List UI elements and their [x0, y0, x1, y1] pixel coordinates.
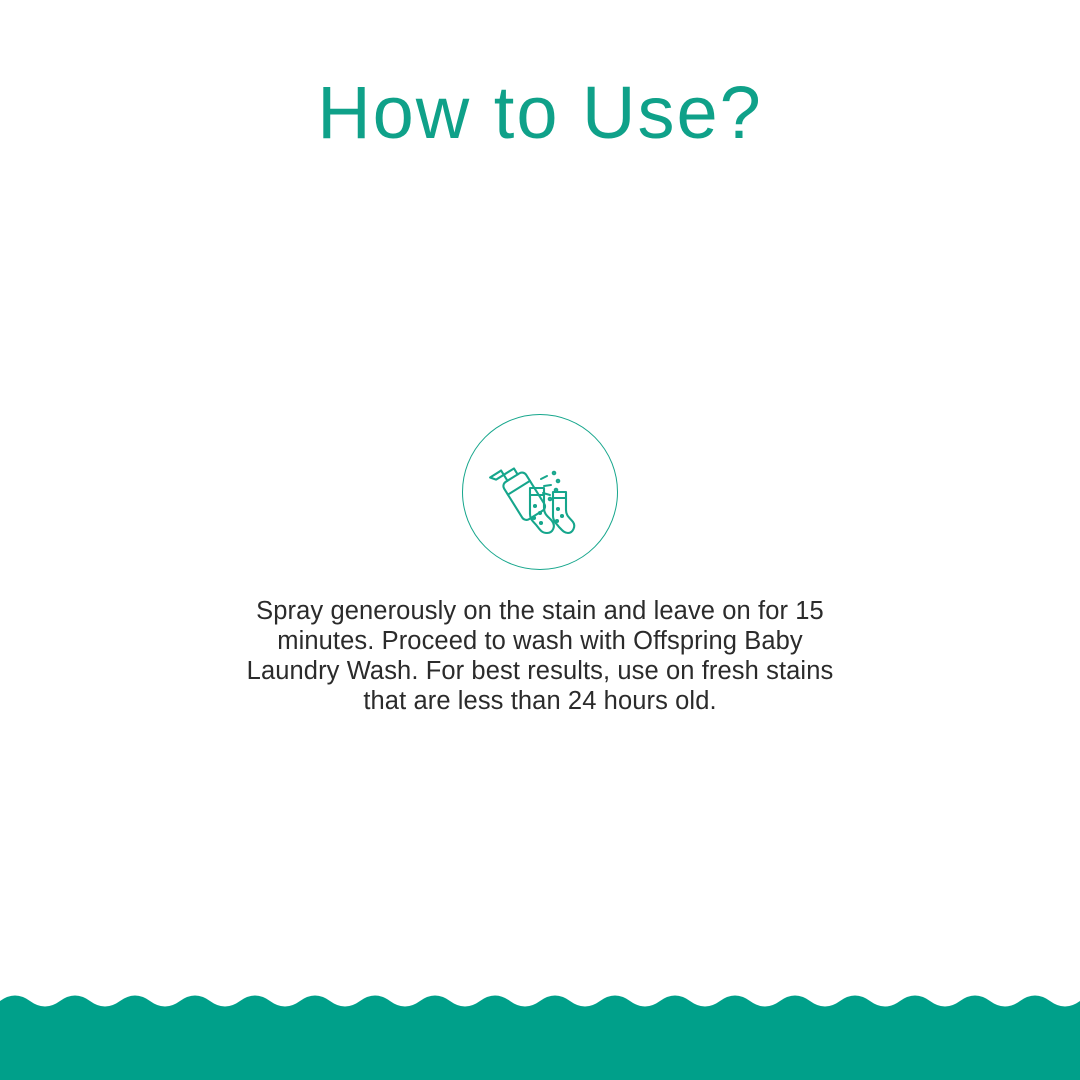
footer-scallop-edge: [0, 990, 1080, 1012]
page-title: How to Use?: [317, 71, 763, 154]
icon-circle-frame: [462, 414, 618, 570]
instructions-text: Spray generously on the stain and leave on for 15 minutes. Proceed to wash with Offspring Baby Laundry Wash. For best results, use on fresh stains that are less than 24 hours old.: [246, 597, 834, 715]
spray-bottle-and-socks-icon: [484, 436, 596, 548]
footer-band: [0, 1012, 1080, 1080]
icon-container: [462, 414, 618, 570]
